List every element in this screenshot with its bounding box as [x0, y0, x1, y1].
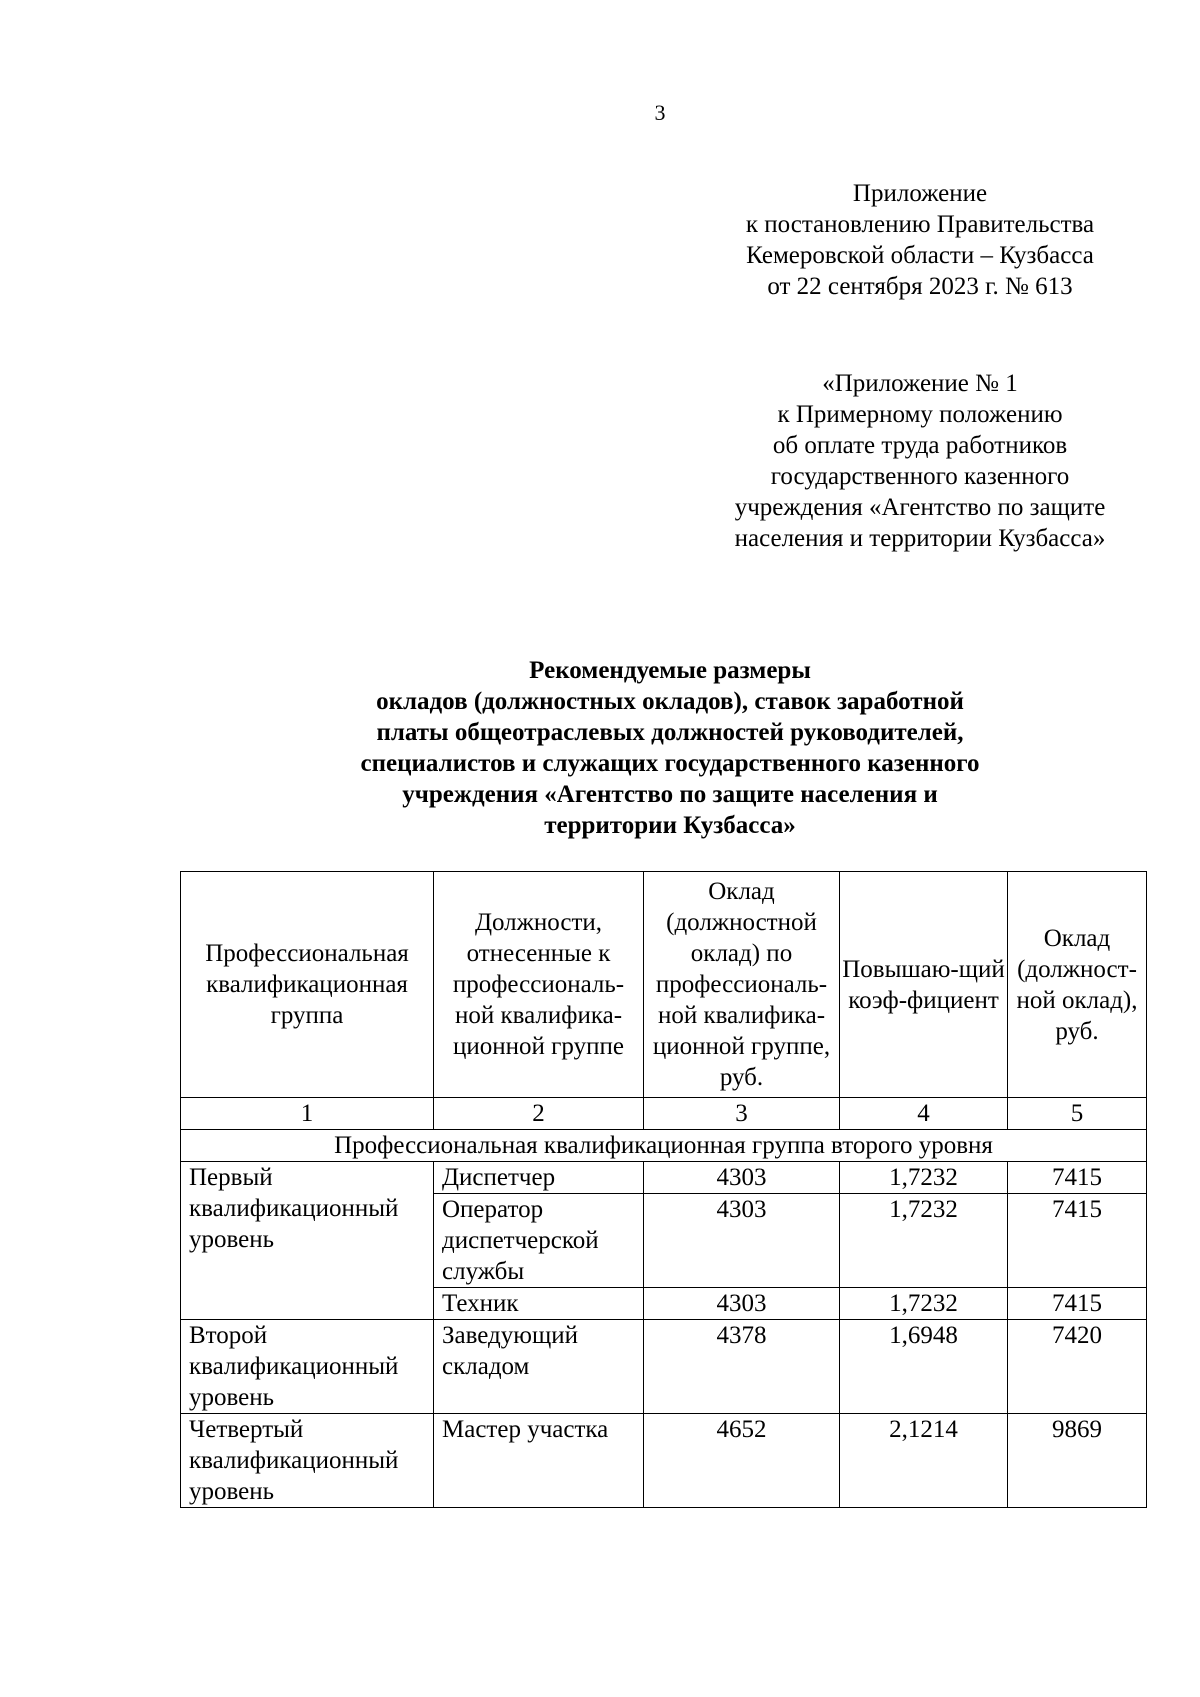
coefficient-cell: 1,7232 — [840, 1162, 1008, 1194]
title-line: учреждения «Агентство по защите населения и — [402, 781, 938, 808]
position-cell: Заведующий складом — [434, 1320, 644, 1414]
position-cell: Диспетчер — [434, 1162, 644, 1194]
level-name: Четвертый квалификационный уровень — [181, 1414, 434, 1508]
table-header-row — [181, 872, 1147, 1098]
header-cell-base-salary: Оклад (должностной оклад) по профессиональ-ной квалифика-ционной группе, руб. — [644, 872, 840, 1098]
title-line: территории Кузбасса» — [544, 812, 796, 839]
column-number: 1 — [181, 1098, 434, 1130]
page-number: 3 — [654, 100, 666, 125]
base-salary-cell: 4378 — [644, 1320, 840, 1414]
header-cell-position: Должности, отнесенные к профессиональ-ной квалифика-ционной группе — [434, 872, 644, 1098]
annex-line: к Примерному положению — [777, 401, 1063, 428]
section-row — [181, 1130, 1147, 1162]
title-line: специалистов и служащих государственного казенного — [360, 750, 980, 777]
salary-cell: 9869 — [1008, 1414, 1147, 1508]
level-name: Первый квалификационный уровень — [181, 1162, 434, 1320]
base-salary-cell: 4303 — [644, 1162, 840, 1194]
column-number: 3 — [644, 1098, 840, 1130]
salary-cell: 7420 — [1008, 1320, 1147, 1414]
base-salary-cell: 4303 — [644, 1194, 840, 1288]
header-cell-salary: Оклад (должност-ной оклад), руб. — [1008, 872, 1147, 1098]
coefficient-cell: 2,1214 — [840, 1414, 1008, 1508]
title-line: платы общеотраслевых должностей руководителей, — [376, 719, 964, 746]
annex-header — [700, 178, 1140, 302]
annex-line: «Приложение № 1 — [822, 370, 1018, 397]
coefficient-cell: 1,7232 — [840, 1288, 1008, 1320]
annex-line: населения и территории Кузбасса» — [734, 525, 1106, 552]
annex-line: учреждения «Агентство по защите — [734, 494, 1106, 521]
position-cell: Оператор диспетчерской службы — [434, 1194, 644, 1288]
position-cell: Техник — [434, 1288, 644, 1320]
title-line: Рекомендуемые размеры — [529, 657, 811, 684]
annex-line: к постановлению Правительства — [745, 211, 1095, 238]
document-title — [260, 655, 1080, 841]
annex-line: об оплате труда работников — [772, 432, 1068, 459]
annex-line: государственного казенного — [770, 463, 1070, 490]
column-number: 2 — [434, 1098, 644, 1130]
annex-line: от 22 сентября 2023 г. № 613 — [767, 273, 1073, 300]
column-number-row — [181, 1098, 1147, 1130]
coefficient-cell: 1,7232 — [840, 1194, 1008, 1288]
annex-line: Кемеровской области – Кузбасса — [746, 242, 1094, 269]
salary-cell: 7415 — [1008, 1162, 1147, 1194]
salary-table — [180, 871, 1147, 1508]
salary-cell: 7415 — [1008, 1194, 1147, 1288]
level-name: Второй квалификационный уровень — [181, 1320, 434, 1414]
header-cell-coefficient: Повышаю-щий коэф-фициент — [840, 872, 1008, 1098]
annex-line: Приложение — [852, 180, 988, 207]
title-line: окладов (должностных окладов), ставок заработной — [376, 688, 964, 715]
table-row — [181, 1162, 1147, 1194]
position-cell: Мастер участка — [434, 1414, 644, 1508]
annex-reference — [700, 368, 1140, 554]
coefficient-cell: 1,6948 — [840, 1320, 1008, 1414]
salary-cell: 7415 — [1008, 1288, 1147, 1320]
column-number: 5 — [1008, 1098, 1147, 1130]
base-salary-cell: 4303 — [644, 1288, 840, 1320]
header-cell-group: Профессиональная квалификационная группа — [181, 872, 434, 1098]
section-title: Профессиональная квалификационная группа второго уровня — [181, 1130, 1147, 1162]
base-salary-cell: 4652 — [644, 1414, 840, 1508]
column-number: 4 — [840, 1098, 1008, 1130]
table-row — [181, 1320, 1147, 1414]
table-row — [181, 1414, 1147, 1508]
